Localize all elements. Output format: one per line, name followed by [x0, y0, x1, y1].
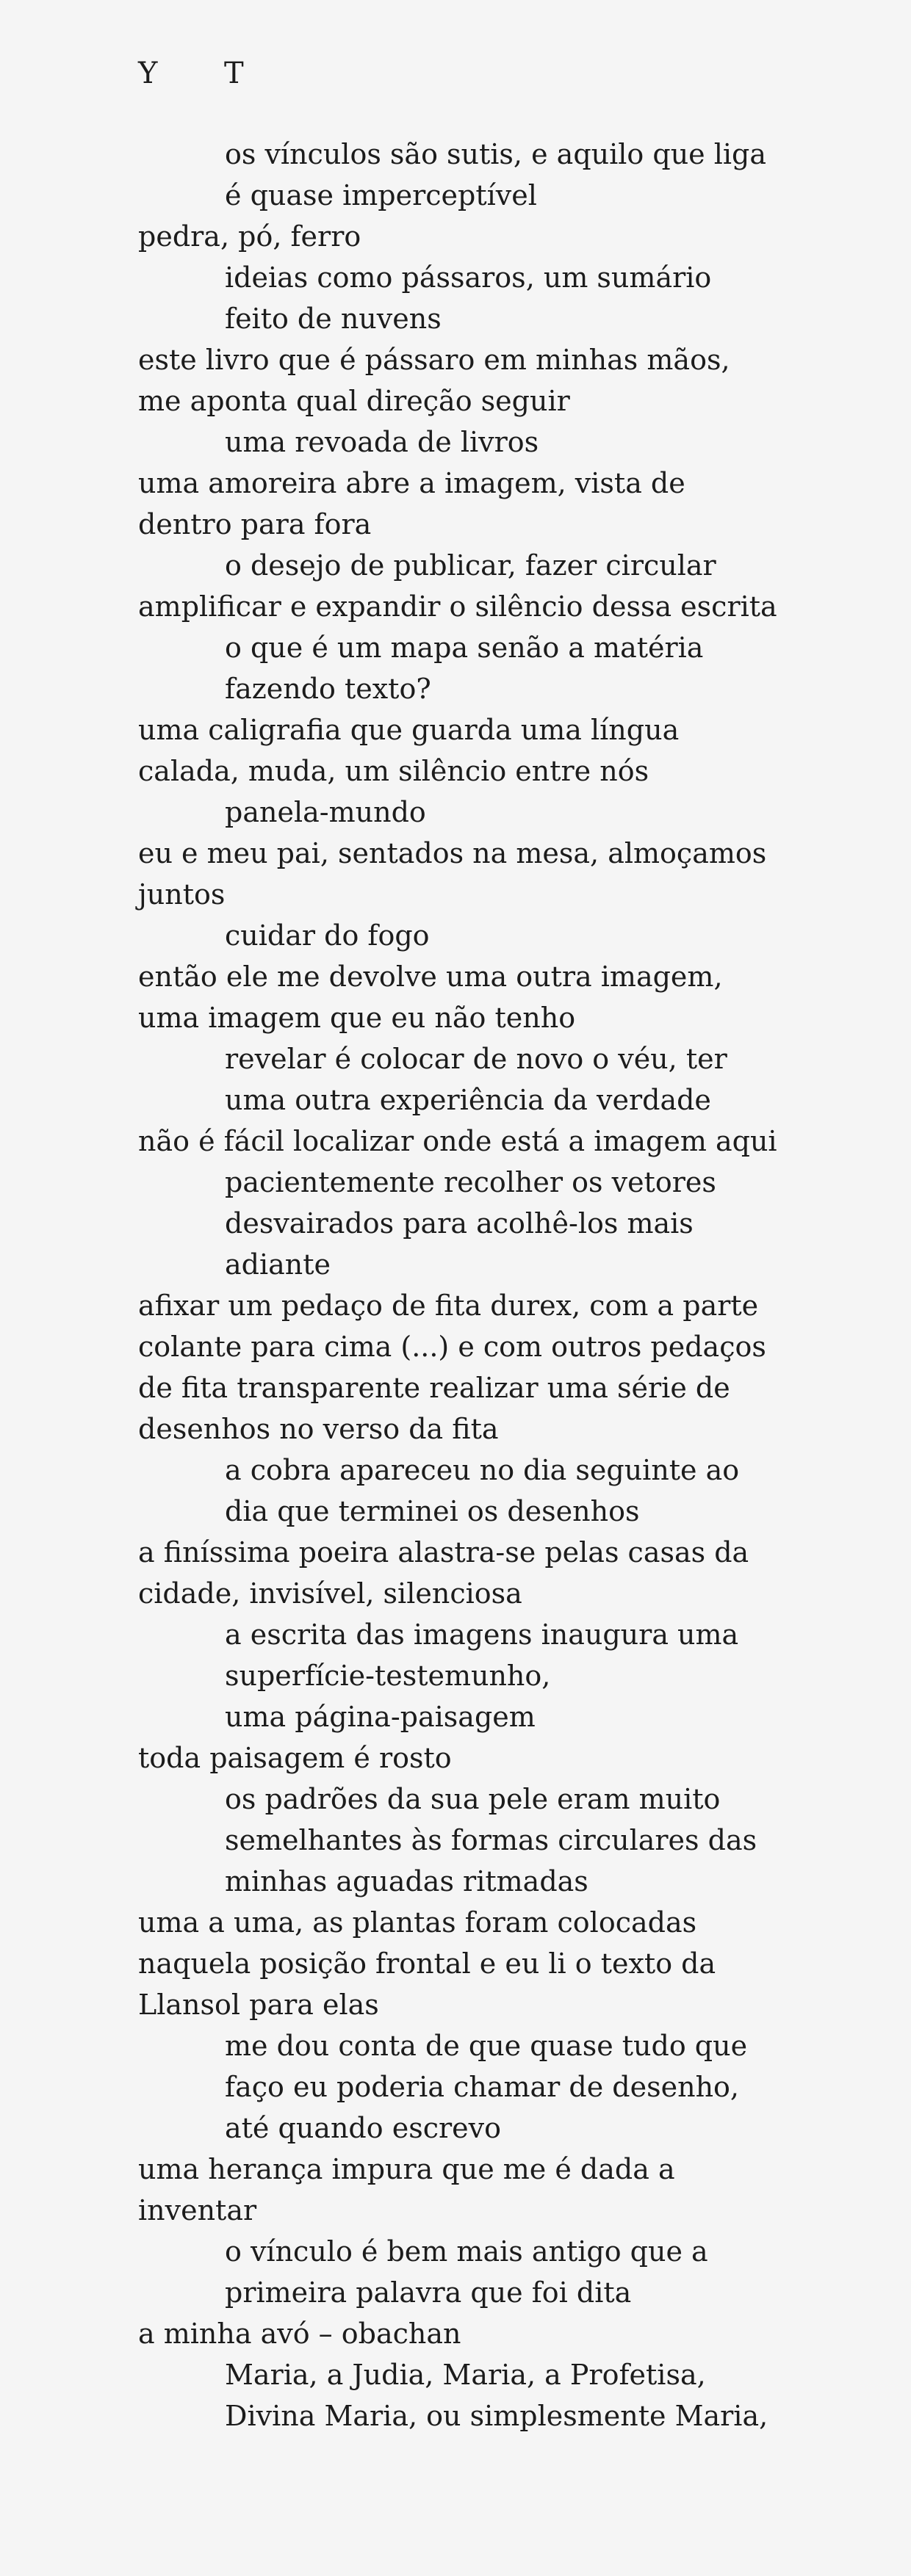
- poem-line-indented: semelhantes às formas circulares das: [225, 1824, 757, 1856]
- poem-line: eu e meu pai, sentados na mesa, almoçamos: [138, 837, 767, 869]
- poem-line-indented: os vínculos são sutis, e aquilo que liga: [225, 138, 767, 170]
- poem-line: então ele me devolve uma outra imagem,: [138, 960, 723, 993]
- poem-body: [138, 134, 799, 2436]
- header-initial-right: T: [224, 57, 245, 90]
- poem-line: inventar: [138, 2194, 257, 2226]
- poem-line-indented: é quase imperceptível: [225, 179, 537, 211]
- poem-line-indented: dia que terminei os desenhos: [225, 1495, 640, 1527]
- poem-line-indented: a cobra apareceu no dia seguinte ao: [225, 1454, 740, 1486]
- poem-line: dentro para fora: [138, 508, 372, 540]
- poem-line-indented: fazendo texto?: [225, 673, 431, 705]
- poem-line: desenhos no verso da fita: [138, 1413, 499, 1445]
- poem-line-indented: a escrita das imagens inaugura uma: [225, 1618, 739, 1651]
- poem-line: me aponta qual direção seguir: [138, 385, 570, 417]
- poem-line: a finíssima poeira alastra-se pelas casas da: [138, 1536, 749, 1569]
- poem-line: colante para cima (...) e com outros pedaços: [138, 1331, 766, 1363]
- poem-line: toda paisagem é rosto: [138, 1742, 452, 1774]
- poem-line-indented: uma página-paisagem: [225, 1701, 536, 1733]
- poem-line: uma herança impura que me é dada a: [138, 2153, 675, 2185]
- poem-line-indented: panela-mundo: [225, 796, 426, 828]
- poem-line-indented: o vínculo é bem mais antigo que a: [225, 2235, 708, 2268]
- poem-line: pedra, pó, ferro: [138, 220, 361, 253]
- poem-line-indented: cuidar do fogo: [225, 919, 430, 952]
- poem-line-indented: ideias como pássaros, um sumário: [225, 261, 712, 294]
- poem-line: cidade, invisível, silenciosa: [138, 1577, 522, 1610]
- poem-line: não é fácil localizar onde está a imagem aqui: [138, 1125, 777, 1157]
- poem-line-indented: o desejo de publicar, fazer circular: [225, 549, 716, 582]
- poem-line: de fita transparente realizar uma série de: [138, 1372, 730, 1404]
- poem-line: a minha avó – obachan: [138, 2318, 461, 2350]
- poem-line-indented: feito de nuvens: [225, 303, 442, 335]
- poem-line-indented: superfície-testemunho,: [225, 1660, 551, 1692]
- poem-line-indented: o que é um mapa senão a matéria: [225, 632, 704, 664]
- poem-line: afixar um pedaço de fita durex, com a parte: [138, 1289, 759, 1322]
- poem-line: uma amoreira abre a imagem, vista de: [138, 467, 685, 499]
- header-initial-left: Y: [138, 57, 159, 90]
- poem-line: uma imagem que eu não tenho: [138, 1002, 576, 1034]
- poem-line: calada, muda, um silêncio entre nós: [138, 755, 649, 787]
- poem-line: Llansol para elas: [138, 1989, 379, 2021]
- poem-line-indented: os padrões da sua pele eram muito: [225, 1783, 721, 1815]
- poem-line-indented: minhas aguadas ritmadas: [225, 1865, 588, 1897]
- poem-line-indented: faço eu poderia chamar de desenho,: [225, 2071, 740, 2103]
- poem-line-indented: desvairados para acolhê-los mais: [225, 1207, 694, 1240]
- poem-line-indented: uma outra experiência da verdade: [225, 1084, 711, 1116]
- poem-line-indented: me dou conta de que quase tudo que: [225, 2030, 748, 2062]
- poem-line-indented: uma revoada de livros: [225, 426, 539, 458]
- poem-line: naquela posição frontal e eu li o texto da: [138, 1947, 716, 1980]
- poem-line-indented: Maria, a Judia, Maria, a Profetisa,: [225, 2359, 706, 2391]
- poem-line: uma a uma, as plantas foram colocadas: [138, 1906, 697, 1939]
- poem-line: uma caligrafia que guarda uma língua: [138, 714, 680, 746]
- poem-line-indented: Divina Maria, ou simplesmente Maria,: [225, 2400, 768, 2432]
- poem-line-indented: revelar é colocar de novo o véu, ter: [225, 1043, 727, 1075]
- poem-line: juntos: [138, 878, 226, 911]
- poem-line-indented: primeira palavra que foi dita: [225, 2276, 632, 2309]
- poem-line-indented: até quando escrevo: [225, 2112, 501, 2144]
- poem-line-indented: pacientemente recolher os vetores: [225, 1166, 716, 1198]
- poem-line: amplificar e expandir o silêncio dessa escrita: [138, 590, 777, 623]
- poem-line-indented: adiante: [225, 1248, 331, 1281]
- poem-line: este livro que é pássaro em minhas mãos,: [138, 344, 730, 376]
